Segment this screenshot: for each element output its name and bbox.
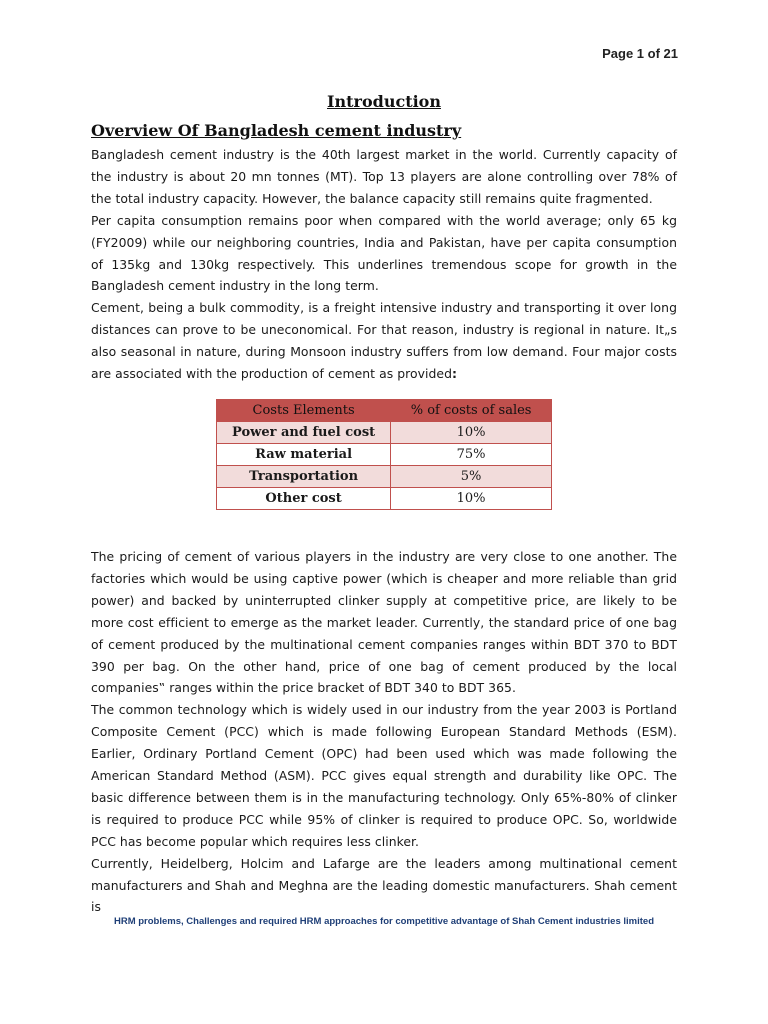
cost-element-cell: Transportation: [217, 465, 391, 487]
table-header: % of costs of sales: [391, 399, 552, 421]
document-body: [91, 92, 677, 918]
paragraph: [91, 297, 677, 385]
cost-element-cell: Raw material: [217, 443, 391, 465]
table-row: [217, 421, 552, 443]
paragraph: The common technology which is widely used in our industry from the year 2003 is Portland Composite Cement (PCC) which is made following European Standard Methods (ESM). Earlier, Ordinary Portland Cement (OPC) had been used which was made following the American Standard Method (ASM). PCC gives equal strength and durability like OPC. The basic difference between them is in the manufacturing technology. Only 65%-80% of clinker is required to produce PCC while 95% of clinker is required to produce OPC. So, worldwide PCC has become popular which requires less clinker.: [91, 702, 677, 849]
cost-value-cell: 10%: [391, 487, 552, 509]
paragraph: The pricing of cement of various players in the industry are very close to one another. The factories which would be using captive power (which is cheaper and more reliable than grid power) and backed by uninterrupted clinker supply at competitive price, are likely to be more cost efficient to emerge as the market leader. Currently, the standard price of one bag of cement produced by the multinational cement companies ranges within BDT 370 to BDT 390 per bag. On the other hand, price of one bag of cement produced by the local companies‟ ranges within the price bracket of BDT 340 to BDT 365.: [91, 548, 677, 696]
paragraph: Currently, Heidelberg, Holcim and Lafarge are the leaders among multinational cement manufacturers and Shah and Meghna are the leading domestic manufacturers. Shah cement is: [91, 855, 677, 915]
table-row: [217, 487, 552, 509]
section-heading: Overview Of Bangladesh cement industry: [91, 121, 462, 140]
cost-elements-table: [216, 399, 552, 510]
table-header-row: [217, 399, 552, 421]
table-header: Costs Elements: [217, 399, 391, 421]
paragraph-text: Cement, being a bulk commodity, is a freight intensive industry and transporting it over long distances can prove to be uneconomical. For that reason, industry is regional in nature. It„s also seasonal in nature, during Monsoon industry suffers from low demand. Four major costs are associated with the production of cement as provided: [91, 300, 677, 382]
paragraph: Bangladesh cement industry is the 40th largest market in the world. Currently capacity of the industry is about 20 mn tonnes (MT). Top 13 players are alone controlling over 78% of the total industry capacity. However, the balance capacity still remains quite fragmented.: [91, 147, 677, 206]
table-row: [217, 465, 552, 487]
cost-element-cell: Power and fuel cost: [217, 421, 391, 443]
page-number: Page 1 of 21: [602, 46, 678, 61]
paragraph-colon: :: [452, 366, 458, 382]
page-title: Introduction: [327, 92, 441, 111]
table-row: [217, 443, 552, 465]
paragraph: Per capita consumption remains poor when compared with the world average; only 65 kg (FY2009) while our neighboring countries, India and Pakistan, have per capita consumption of 135kg and 130kg respectively. This underlines tremendous scope for growth in the Bangladesh cement industry in the long term.: [91, 212, 677, 294]
cost-value-cell: 5%: [391, 465, 552, 487]
cost-element-cell: Other cost: [217, 487, 391, 509]
page-footer: HRM problems, Challenges and required HRM approaches for competitive advantage of Shah Cement industries limited: [113, 916, 655, 927]
cost-value-cell: 10%: [391, 421, 552, 443]
cost-value-cell: 75%: [391, 443, 552, 465]
